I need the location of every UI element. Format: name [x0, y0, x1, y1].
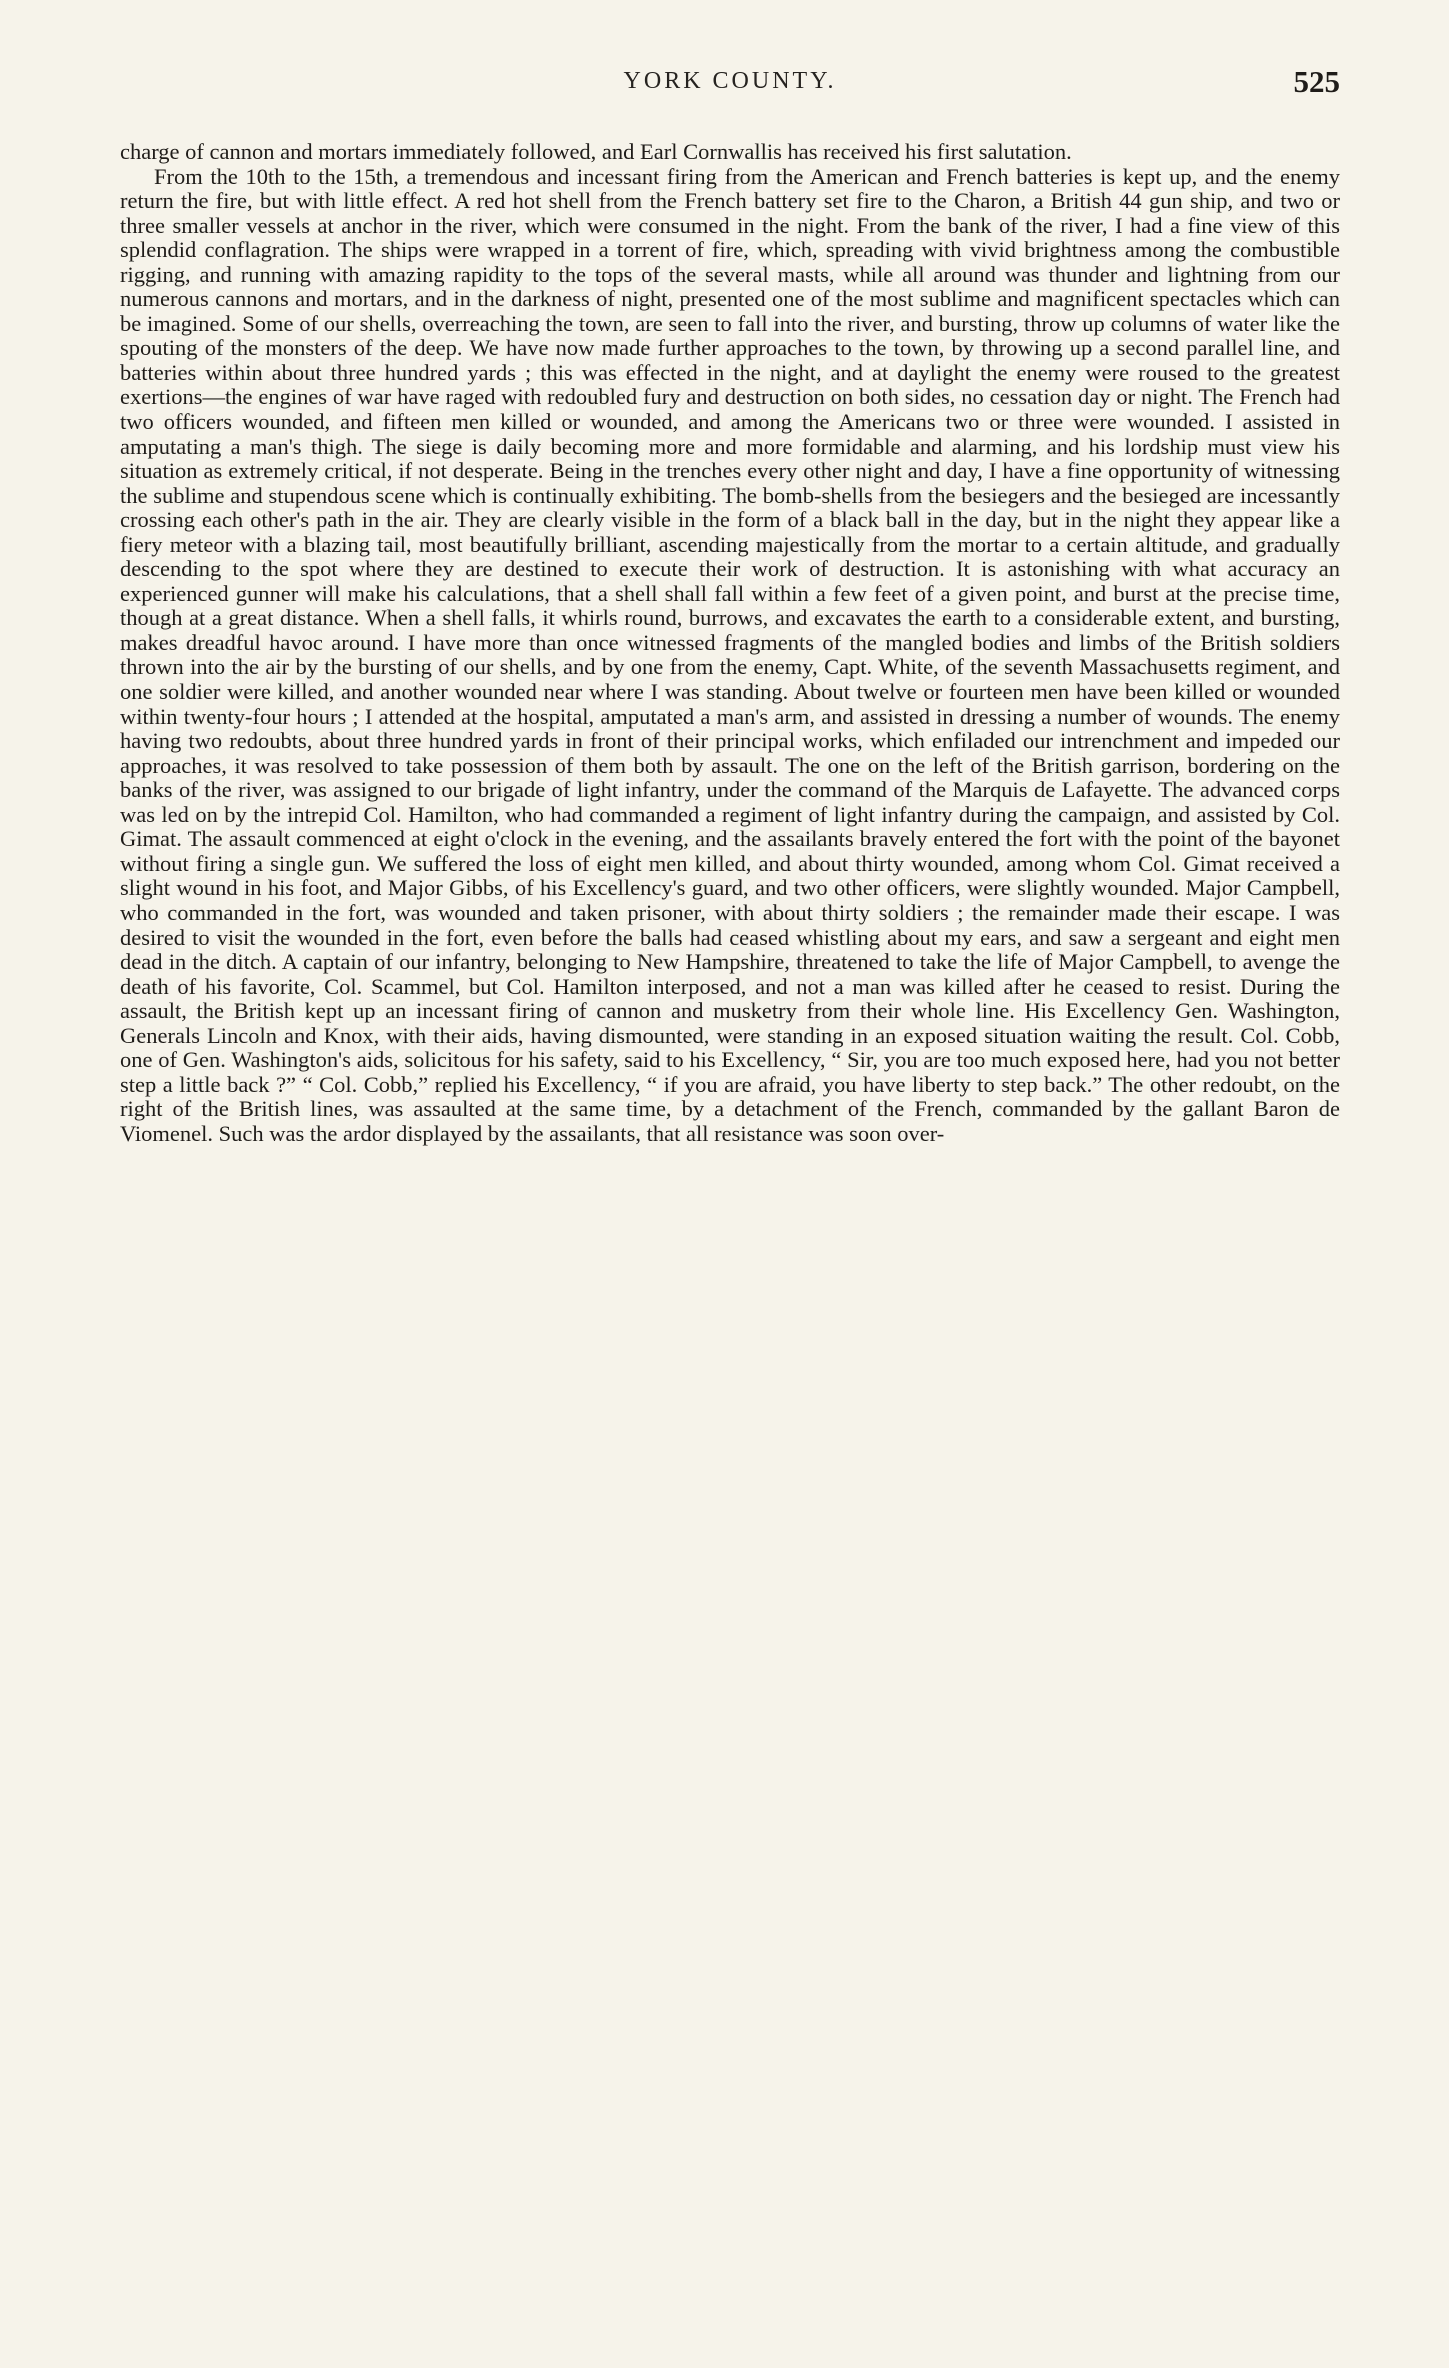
page-number: 525: [1293, 64, 1340, 99]
paragraph-continued: charge of cannon and mortars immediately followed, and Earl Cornwallis has received his first salutation.: [120, 139, 1072, 164]
body-text: [120, 140, 1340, 1146]
paragraph-siege-narrative: From the 10th to the 15th, a tremendous and incessant firing from the American and French batteries is kept up, and the enemy return the fire, but with little effect. A red hot shell from the French battery set fire to the Charon, a British 44 gun ship, and two or three smaller vessels at anchor in the river, which were consumed in the night. From the bank of the river, I had a fine view of this splendid conflagration. The ships were wrapped in a torrent of fire, which, spreading with vivid brightness among the combustible rigging, and running with amazing rapidity to the tops of the several masts, while all around was thunder and lightning from our numerous cannons and mortars, and in the darkness of night, presented one of the most sublime and magnificent spectacles which can be imagined. Some of our shells, overreaching the town, are seen to fall into the river, and bursting, throw up columns of water like the spouting of the monsters of the deep. We have now made further approaches to the town, by throwing up a second parallel line, and batteries within about three hundred yards ; this was effected in the night, and at daylight the enemy were roused to the greatest exertions—the engines of war have raged with redoubled fury and destruction on both sides, no cessation day or night. The French had two officers wounded, and fifteen men killed or wounded, and among the Americans two or three were wounded. I assisted in amputating a man's thigh. The siege is daily becoming more and more formidable and alarming, and his lordship must view his situation as extremely critical, if not desperate. Being in the trenches every other night and day, I have a fine opportunity of witnessing the sublime and stupendous scene which is continually exhibiting. The bomb-shells from the besiegers and the besieged are incessantly crossing each other's path in the air. They are clearly visible in the form of a black ball in the day, but in the night they appear like a fiery meteor with a blazing tail, most beautifully brilliant, ascending majestically from the mortar to a certain altitude, and gradually descending to the spot where they are destined to execute their work of destruction. It is astonishing with what accuracy an experienced gunner will make his calculations, that a shell shall fall within a few feet of a given point, and burst at the precise time, though at a great distance. When a shell falls, it whirls round, burrows, and excavates the earth to a considerable extent, and bursting, makes dreadful havoc around. I have more than once witnessed fragments of the mangled bodies and limbs of the British soldiers thrown into the air by the bursting of our shells, and by one from the enemy, Capt. White, of the seventh Massachusetts regiment, and one soldier were killed, and another wounded near where I was standing. About twelve or fourteen men have been killed or wounded within twenty-four hours ; I attended at the hospital, amputated a man's arm, and assisted in dressing a number of wounds. The enemy having two redoubts, about three hundred yards in front of their principal works, which enfiladed our intrenchment and impeded our approaches, it was resolved to take possession of them both by assault. The one on the left of the British garrison, bordering on the banks of the river, was assigned to our brigade of light infantry, under the command of the Marquis de Lafayette. The advanced corps was led on by the intrepid Col. Hamilton, who had commanded a regiment of light infantry during the campaign, and assisted by Col. Gimat. The assault commenced at eight o'clock in the evening, and the assailants bravely entered the fort with the point of the bayonet without firing a single gun. We suffered the loss of eight men killed, and about thirty wounded, among whom Col. Gimat received a slight wound in his foot, and Major Gibbs, of his Excellency's guard, and two other officers, were slightly wounded. Major Campbell, who commanded in the fort, was wounded and taken prisoner, with about thirty soldiers ; the remainder made their escape. I was desired to visit the wounded in the fort, even before the balls had ceased whistling about my ears, and saw a sergeant and eight men dead in the ditch. A captain of our infantry, belonging to New Hampshire, threatened to take the life of Major Campbell, to avenge the death of his favorite, Col. Scammel, but Col. Hamilton interposed, and not a man was killed after he ceased to resist. During the assault, the British kept up an incessant firing of cannon and musketry from their whole line. His Excellency Gen. Washington, Generals Lincoln and Knox, with their aids, having dismounted, were standing in an exposed situation waiting the result. Col. Cobb, one of Gen. Washington's aids, solicitous for his safety, said to his Excellency, “ Sir, you are too much exposed here, had you not better step a little back ?” “ Col. Cobb,” replied his Excellency, “ if you are afraid, you have liberty to step back.” The other redoubt, on the right of the British lines, was assaulted at the same time, by a detachment of the French, commanded by the gallant Baron de Viomenel. Such was the ardor displayed by the assailants, that all resistance was soon over-: [120, 163, 1340, 1146]
running-head-title: YORK COUNTY.: [623, 68, 837, 94]
running-head: [120, 64, 1340, 108]
